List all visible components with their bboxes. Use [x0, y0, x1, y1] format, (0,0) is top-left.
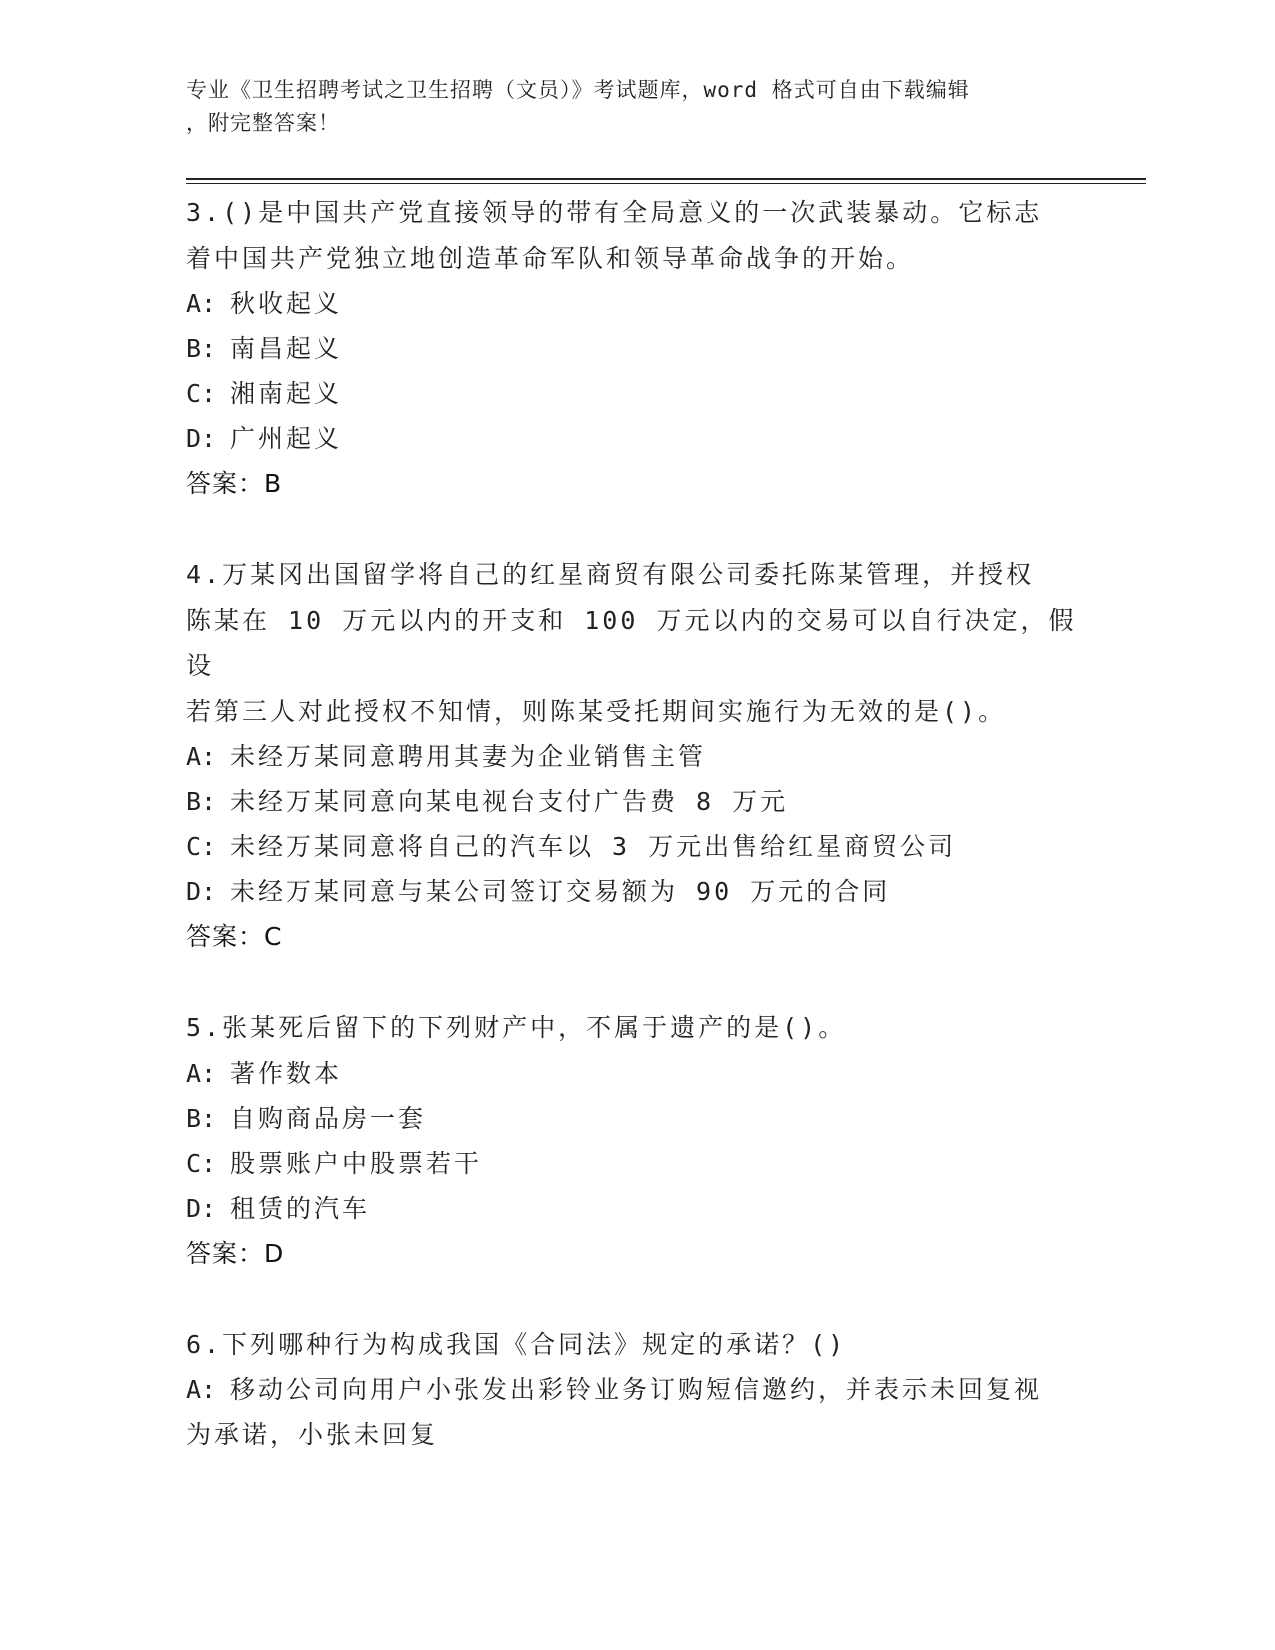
header-line-2: ，附完整答案！ [186, 111, 340, 135]
option-text: 股票账户中股票若干 [230, 1148, 483, 1178]
option-text: 自购商品房一套 [230, 1103, 427, 1133]
question-3 [186, 190, 1086, 506]
question-stem-line: 4.万某冈出国留学将自己的红星商贸有限公司委托陈某管理，并授权 [186, 560, 1035, 589]
question-list [186, 190, 1086, 1457]
question-stem-line: 着中国共产党独立地创造革命军队和领导革命战争的开始。 [186, 243, 915, 273]
option-c [186, 1141, 1086, 1186]
question-6 [186, 1322, 1086, 1458]
option-letter: C: [186, 832, 217, 861]
option-letter: C: [186, 1148, 217, 1178]
option-text: 未经万某同意聘用其妻为企业销售主管 [230, 742, 707, 771]
option-c [186, 371, 1086, 416]
header-rule-thin [186, 183, 1146, 184]
option-text: 未经万某同意向某电视台支付广告费 8 万元 [230, 787, 789, 816]
option-letter: B: [186, 1103, 217, 1133]
option-letter: D: [186, 877, 217, 906]
option-a [186, 1051, 1086, 1096]
option-b [186, 1096, 1086, 1141]
option-letter: D: [186, 424, 217, 453]
option-d [186, 1186, 1086, 1231]
option-c [186, 824, 1086, 869]
option-text: 为承诺，小张未回复 [186, 1420, 439, 1449]
option-continuation [186, 1412, 1086, 1457]
option-text: 湘南起义 [230, 379, 343, 408]
option-a [186, 281, 1086, 326]
option-d [186, 869, 1086, 914]
question-stem-line: 陈某在 10 万元以内的开支和 100 万元以内的交易可以自行决定，假设 [186, 605, 1077, 680]
option-letter: A: [186, 289, 217, 318]
document-header [186, 74, 1066, 140]
option-letter: D: [186, 1193, 217, 1223]
option-text: 移动公司向用户小张发出彩铃业务订购短信邀约，并表示未回复视 [230, 1375, 1043, 1404]
option-letter: A: [186, 1375, 217, 1404]
answer-line: 答案：B [186, 469, 283, 498]
option-d [186, 416, 1086, 461]
option-text: 著作数本 [230, 1058, 343, 1088]
option-text: 租赁的汽车 [230, 1193, 371, 1223]
header-line-1: 专业《卫生招聘考试之卫生招聘（文员）》考试题库，word 格式可自由下载编辑 [186, 78, 970, 102]
option-a [186, 1367, 1086, 1412]
option-letter: B: [186, 334, 217, 363]
question-stem-line: 5.张某死后留下的下列财产中，不属于遗产的是()。 [186, 1013, 847, 1042]
option-text: 广州起义 [230, 424, 343, 453]
option-letter: A: [186, 1058, 217, 1088]
option-text: 秋收起义 [230, 289, 343, 318]
answer-line: 答案：C [186, 922, 283, 951]
question-5 [186, 1005, 1086, 1276]
option-a [186, 734, 1086, 779]
option-text: 南昌起义 [230, 334, 343, 363]
option-b [186, 779, 1086, 824]
answer-line: 答案：D [186, 1238, 285, 1268]
option-b [186, 326, 1086, 371]
question-stem-line: 6.下列哪种行为构成我国《合同法》规定的承诺？() [186, 1329, 847, 1359]
option-text: 未经万某同意与某公司签订交易额为 90 万元的合同 [230, 877, 891, 906]
question-stem-line: 若第三人对此授权不知情，则陈某受托期间实施行为无效的是()。 [186, 696, 1007, 726]
option-letter: C: [186, 379, 217, 408]
question-4 [186, 552, 1086, 959]
option-letter: B: [186, 787, 217, 816]
option-letter: A: [186, 742, 217, 771]
option-text: 未经万某同意将自己的汽车以 3 万元出售给红星商贸公司 [230, 832, 957, 861]
header-rule-thick [186, 178, 1146, 180]
question-stem-line: 3.()是中国共产党直接领导的带有全局意义的一次武装暴动。它标志 [186, 198, 1043, 227]
